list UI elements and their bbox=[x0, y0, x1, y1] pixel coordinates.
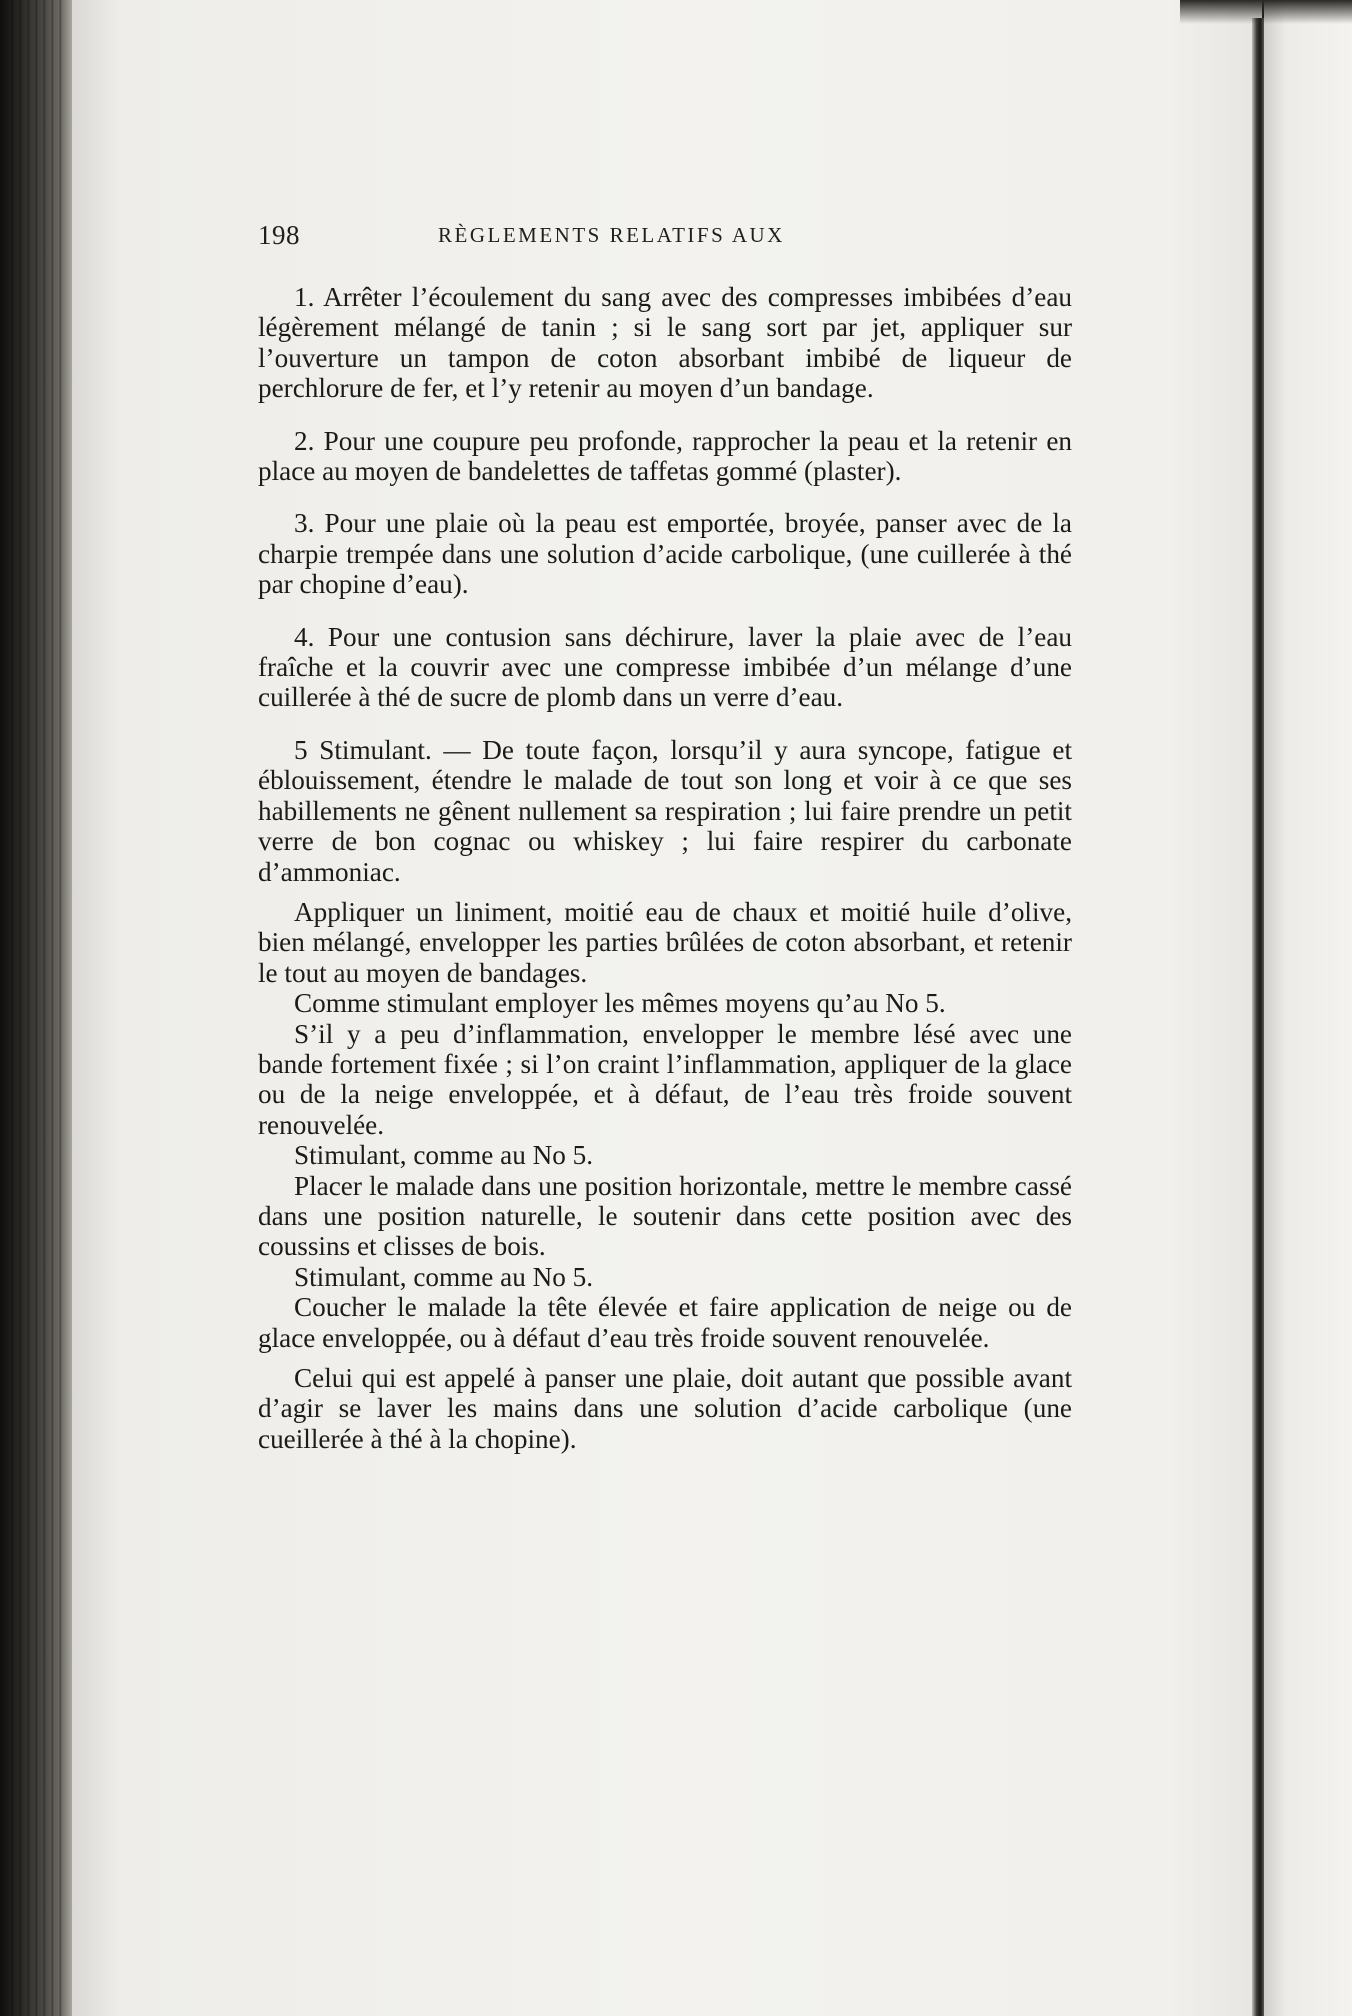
paragraph-liniment: Appliquer un liniment, moitié eau de chaux et moitié huile d’olive, bien mélangé, envelopper les parties brûlées de coton absorbant, et retenir le tout au moyen de bandages. bbox=[258, 896, 1072, 988]
page-number: 198 bbox=[258, 220, 300, 250]
paragraph-stimulant-2: Stimulant, comme au No 5. bbox=[294, 1140, 594, 1171]
paragraph-1: 1. Arrêter l’écoulement du sang avec des compresses imbibées d’eau légèrement mélangé de tanin ; si le sang sort par jet, appliquer sur l’ouverture un tampon de coton absorbant imbibé de liqueur de perchlorure de fer, et l’y retenir au moyen d’un bandage. bbox=[258, 282, 1072, 404]
page-header bbox=[258, 220, 1072, 260]
paragraph-hygiene: Celui qui est appelé à panser une plaie, doit autant que possible avant d’agir se laver les mains dans une solution d’acide carbolique (une cueillerée à thé à la chopine). bbox=[258, 1363, 1072, 1454]
page-fold bbox=[1252, 18, 1264, 2016]
facing-page-edge bbox=[1264, 0, 1352, 2016]
paragraph-stimulant-1: Comme stimulant employer les mêmes moyens qu’au No 5. bbox=[294, 988, 946, 1019]
paragraph-2: 2. Pour une coupure peu profonde, rapprocher la peau et la retenir en place au moyen de bandelettes de taffetas gommé (plaster). bbox=[258, 425, 1072, 487]
binding-page-edges bbox=[6, 0, 66, 2016]
paragraph-head: Coucher le malade la tête élevée et faire application de neige ou de glace enveloppée, ou à défaut d’eau très froide souvent renouvelée. bbox=[258, 1292, 1072, 1353]
body-text bbox=[258, 282, 1072, 1454]
paragraph-inflammation: S’il y a peu d’inflammation, envelopper le membre lésé avec une bande fortement fixée ; si l’on craint l’inflammation, appliquer de la glace ou de la neige enveloppée, et à défaut, de l’eau très froide souvent renouvelée. bbox=[258, 1018, 1072, 1140]
paragraph-3: 3. Pour une plaie où la peau est emportée, broyée, panser avec de la charpie trempée dans une solution d’acide carbolique, (une cuillerée à thé par chopine d’eau). bbox=[258, 508, 1072, 600]
top-shadow bbox=[1180, 0, 1352, 24]
paragraph-stimulant-3: Stimulant, comme au No 5. bbox=[294, 1261, 594, 1292]
paragraph-4: 4. Pour une contusion sans déchirure, laver la plaie avec de l’eau fraîche et la couvrir avec une compresse imbibée d’un mélange d’une cuillerée à thé de sucre de plomb dans un verre d’eau. bbox=[258, 621, 1072, 713]
paragraph-5-stimulant: 5 Stimulant. — De toute façon, lorsqu’il y aura syncope, fatigue et éblouissement, étendre le malade de tout son long et voir à ce que ses habillements ne gênent nullement sa respiration ; lui faire prendre un petit verre de bon cognac ou whiskey ; lui faire respirer du carbonate d’ammoniac. bbox=[258, 734, 1072, 887]
running-head: RÈGLEMENTS RELATIFS AUX bbox=[438, 223, 785, 247]
book-binding bbox=[0, 0, 72, 2016]
paragraph-fracture: Placer le malade dans une position horizontale, mettre le membre cassé dans une position naturelle, le soutenir dans cette position avec des coussins et clisses de bois. bbox=[258, 1170, 1072, 1262]
